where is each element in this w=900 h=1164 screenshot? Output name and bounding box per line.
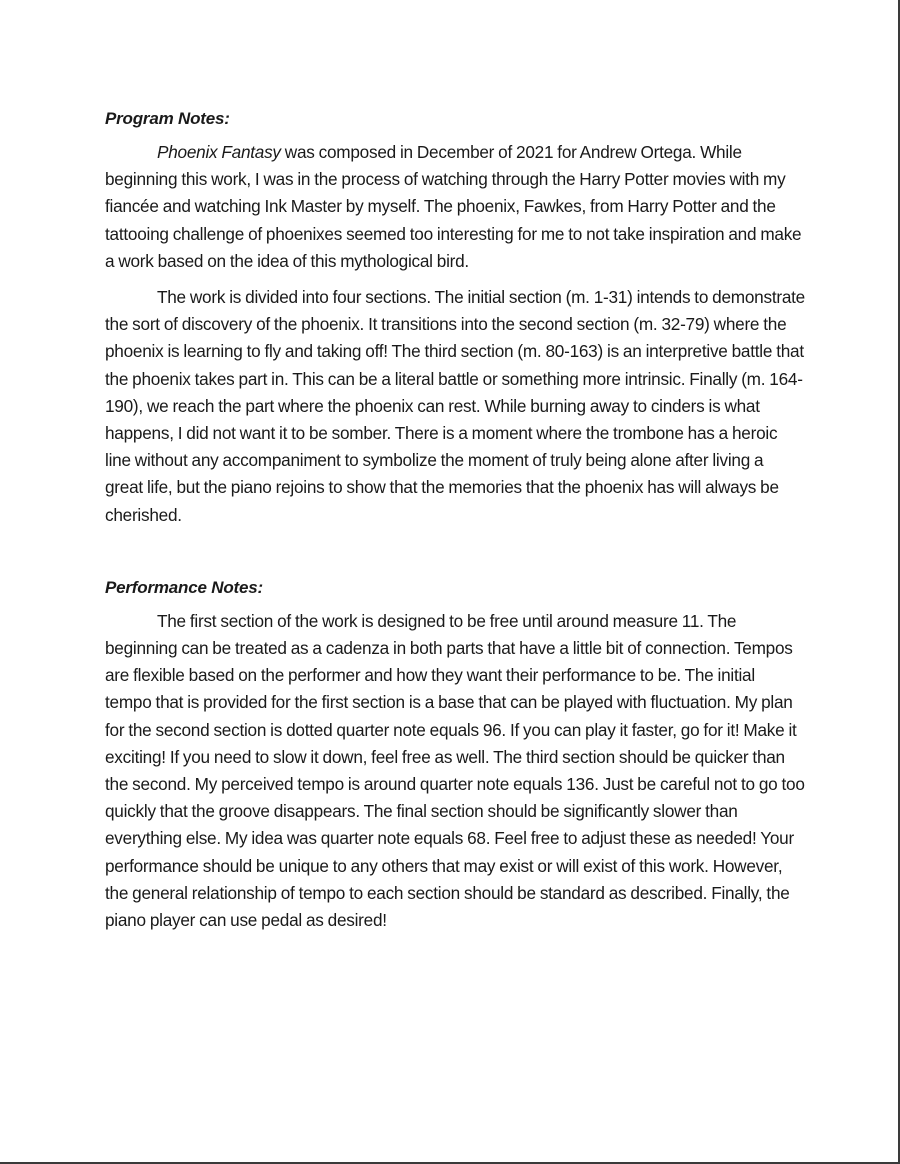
performance-notes-paragraph-1: The first section of the work is designed to be free until around measure 11. The beginning can be treated as a cadenza in both parts that have a little bit of connection. Tempos are flexible based on the performer and how they want their performance to be. The initial tempo that is provided for the first section is a base that can be played with fluctuation. My plan for the second section is dotted quarter note equals 96. If you can play it faster, go for it! Make it exciting! If you need to slow it down, feel free as well. The third section should be quicker than the second. My perceived tempo is around quarter note equals 136. Just be careful not to go too quickly that the groove disappears. The final section should be significantly slower than everything else. My idea was quarter note equals 68. Feel free to adjust these as needed! Your performance should be unique to any others that may exist or will exist of this work. However, the general relationship of tempo to each section should be standard as described. Finally, the piano player can use pedal as desired! <box>105 610 805 931</box>
program-notes-paragraph-2: The work is divided into four sections. The initial section (m. 1-31) intends to demonstrate the sort of discovery of the phoenix. It transitions into the second section (m. 32-79) where the phoenix is learning to fly and taking off! The third section (m. 80-163) is an interpretive battle that the phoenix takes part in. This can be a literal battle or something more intrinsic. Finally (m. 164-190), we reach the part where the phoenix can rest. While burning away to cinders is what happens, I did not want it to be somber. There is a moment where the trombone has a heroic line without any accompaniment to symbolize the moment of truly being alone after living a great life, but the piano rejoins to show that the memories that the phoenix has will always be cherished. <box>105 287 805 525</box>
performance-notes-heading: Performance Notes: <box>105 577 263 597</box>
work-title: Phoenix Fantasy <box>157 142 281 162</box>
section-spacer <box>105 538 805 574</box>
program-notes-paragraph-1-text: was composed in December of 2021 for Andrew Ortega. While beginning this work, I was in the process of watching through the Harry Potter movies with my fiancée and watching Ink Master by myself. The phoenix, Fawkes, from Harry Potter and the tattooing challenge of phoenixes seemed too interesting for me to not take inspiration and make a work based on the idea of this mythological bird. <box>105 142 802 271</box>
document-body <box>105 105 805 943</box>
program-notes-paragraph-1 <box>105 139 805 275</box>
program-notes-heading: Program Notes: <box>105 109 230 128</box>
